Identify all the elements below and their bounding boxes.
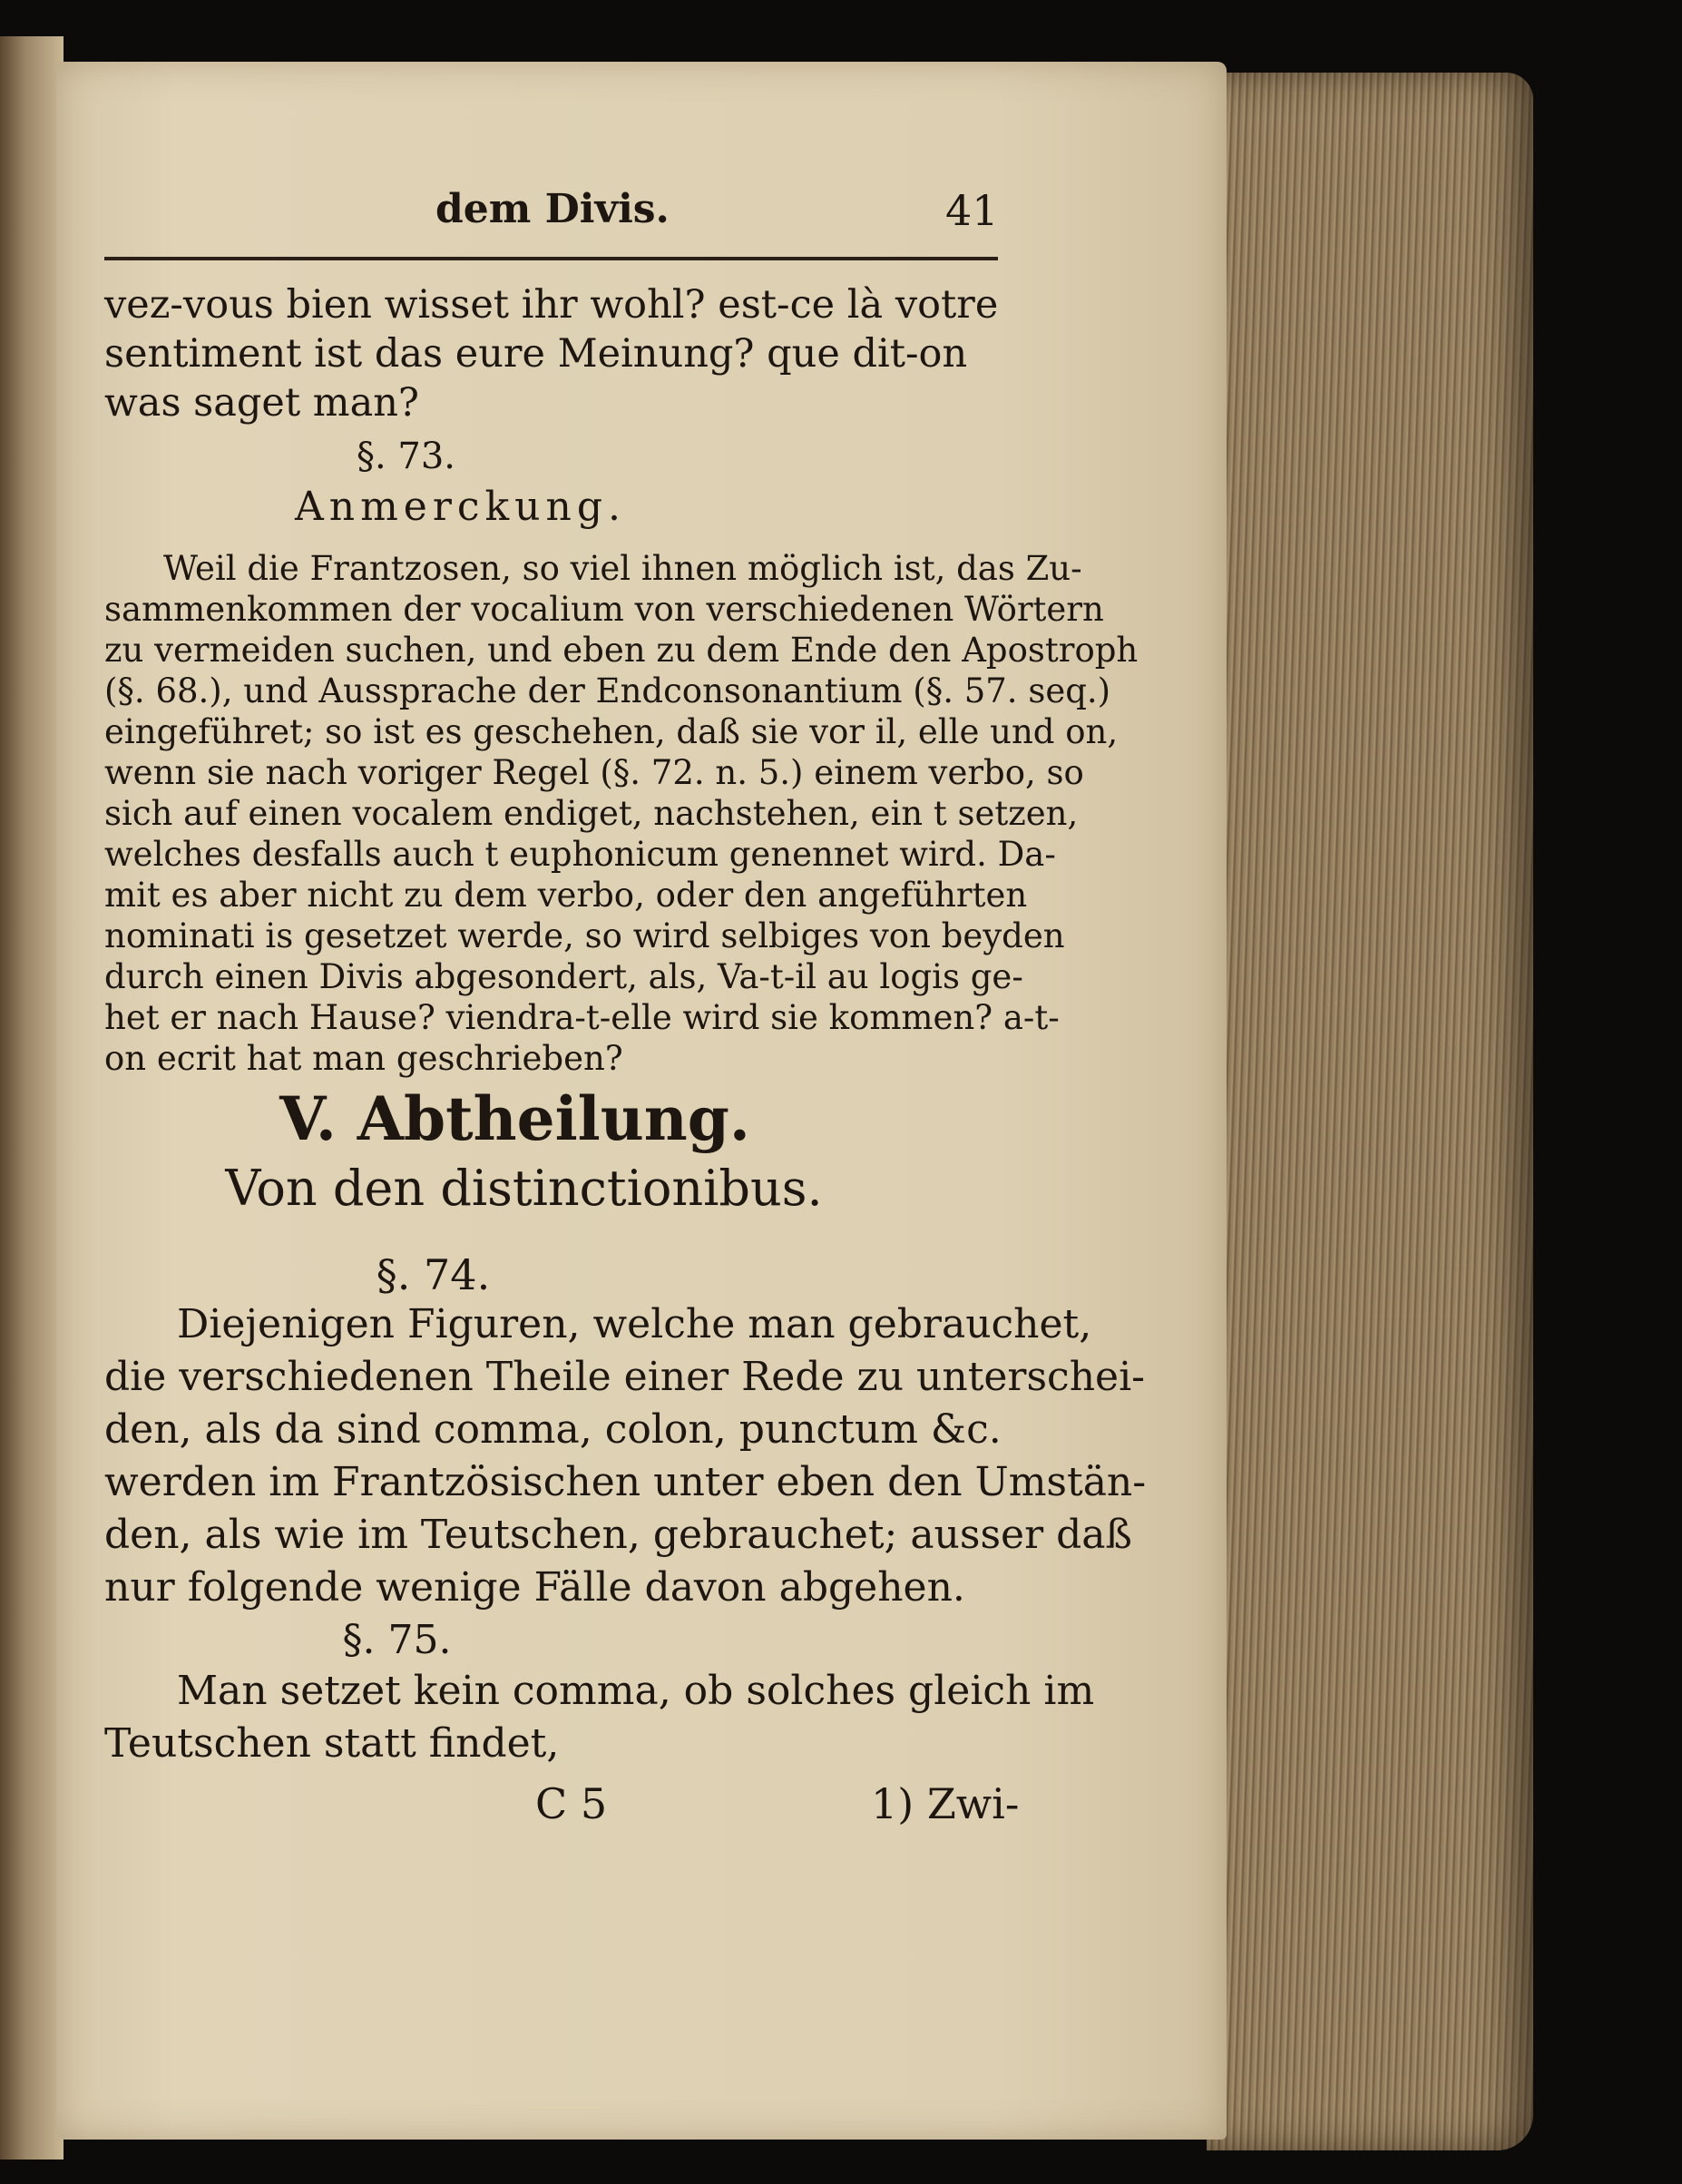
text-line: Teutschen statt findet, (104, 1720, 560, 1767)
running-title: dem Divis. (435, 186, 670, 232)
book-fore-edge (1207, 73, 1533, 2150)
text-line: Diejenigen Figuren, welche man gebrauchet, (177, 1301, 1092, 1347)
text-line: die verschiedenen Theile einer Rede zu unterschei- (104, 1354, 1146, 1400)
text-line: den, als da sind comma, colon, punctum &c. (104, 1406, 1002, 1453)
section-number: §. 74. (376, 1250, 491, 1299)
note-line: sammenkommen der vocalium von verschiedenen Wörtern (104, 590, 1104, 629)
note-line: het er nach Hause? viendra-t-elle wird sie kommen? a-t- (104, 998, 1060, 1037)
section-number: §. 75. (342, 1617, 452, 1663)
text-line: was saget man? (104, 380, 419, 426)
text-line: vez-vous bien wisset ihr wohl? est-ce là votre (104, 282, 999, 328)
note-line: durch einen Divis abgesondert, als, Va-t-il au logis ge- (104, 957, 1023, 996)
note-line: sich auf einen vocalem endiget, nachstehen, ein t setzen, (104, 794, 1079, 833)
note-line: (§. 68.), und Aussprache der Endconsonantium (§. 57. seq.) (104, 671, 1111, 710)
text-line: nur folgende wenige Fälle davon abgehen. (104, 1564, 965, 1611)
header-rule (104, 257, 998, 260)
note-line: wenn sie nach voriger Regel (§. 72. n. 5.) einem verbo, so (104, 753, 1084, 792)
note-line: Weil die Frantzosen, so viel ihnen möglich ist, das Zu- (163, 549, 1082, 588)
note-line: on ecrit hat man geschrieben? (104, 1039, 623, 1078)
note-line: nominati is gesetzet werde, so wird selbiges von beyden (104, 916, 1065, 955)
note-heading: Anmerckung. (294, 484, 627, 530)
catchword: 1) Zwi- (871, 1779, 1020, 1828)
note-line: zu vermeiden suchen, und eben zu dem Ende den Apostroph (104, 631, 1139, 670)
section-number: §. 73. (356, 436, 456, 477)
note-line: mit es aber nicht zu dem verbo, oder den angeführten (104, 876, 1028, 915)
part-subheading: Von den distinctionibus. (225, 1160, 823, 1217)
signature-mark: C 5 (535, 1779, 608, 1828)
note-line: welches desfalls auch t euphonicum genennet wird. Da- (104, 835, 1056, 874)
part-heading: V. Abtheilung. (279, 1083, 750, 1154)
text-line: werden im Frantzösischen unter eben den Umstän- (104, 1459, 1147, 1505)
note-line: eingeführet; so ist es geschehen, daß sie vor il, elle und on, (104, 712, 1119, 751)
text-line: den, als wie im Teutschen, gebrauchet; ausser daß (104, 1512, 1132, 1558)
left-page-edge (0, 36, 64, 2160)
page-number: 41 (945, 186, 999, 235)
text-line: Man setzet kein comma, ob solches gleich im (177, 1668, 1095, 1714)
text-line: sentiment ist das eure Meinung? que dit-on (104, 331, 968, 377)
